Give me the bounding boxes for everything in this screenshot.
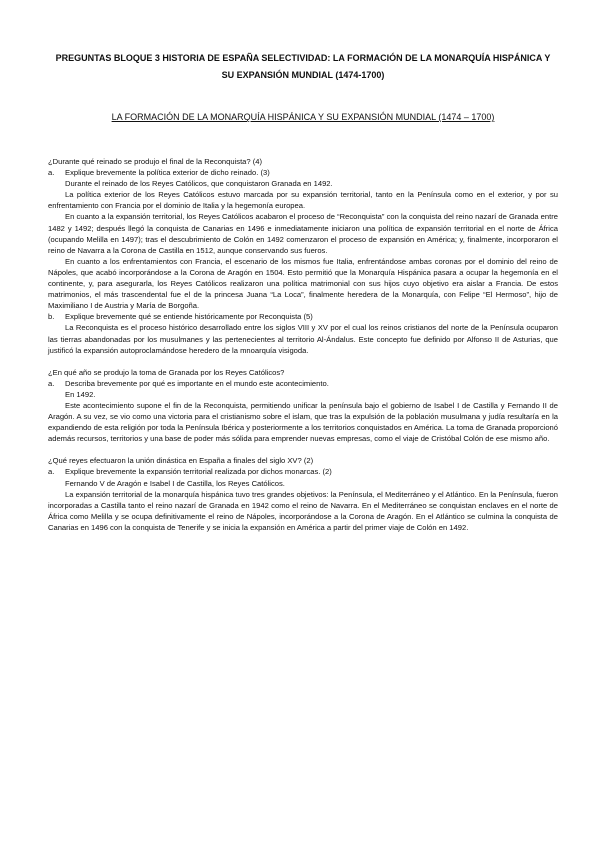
paragraph: Este acontecimiento supone el fin de la Reconquista, permitiendo unificar la península bajo el gobierno de Isabel I de Castilla y Fernando II de Aragón. A su vez, se vio como una victoria para el cristianismo sobre el islam, que tras la expulsión de la población musulmana y judía resultaría en la expandiendo de esta religión por toda la Península Ibérica y posteriormente a los territorios conquistados en América. La toma de Granada proporcionó además recursos, territorios y una base de poder más sólida para emprender nuevas empresas, como el viaje de Cristóbal Colón de ese mismo año.: [48, 400, 558, 444]
document-body: [48, 156, 558, 533]
paragraph: La Reconquista es el proceso histórico desarrollado entre los siglos VIII y XV por el cual los reinos cristianos del norte de la Península ocuparon las tierras abandonadas por los musulmanes y las pertenecientes al territorio Al-Ándalus. Este concepto fue definido por Alfonso II de Asturias, que justificó la expansión autoproclamándose heredero de la mnoarquía visigoda.: [48, 323, 558, 355]
question-1a: [48, 167, 558, 178]
title-line-1: PREGUNTAS BLOQUE 3 HISTORIA DE ESPAÑA SELECTIVIDAD: LA FORMACIÓN DE LA MONARQUÍA HISPÁNICA Y: [55, 53, 551, 63]
answer-3: Fernando V de Aragón e Isabel I de Castilla, los Reyes Católicos.: [65, 478, 285, 488]
paragraph: La política exterior de los Reyes Católicos estuvo marcada por su expansión territorial, tanto en la Península como en el exterior, y por su enfrentamiento con Francia por el dominio de Italia y la hegemonía europea.: [48, 190, 558, 211]
section-heading: LA FORMACIÓN DE LA MONARQUÍA HISPÁNICA Y SU EXPANSIÓN MUNDIAL (1474 – 1700): [111, 112, 495, 122]
item-label: a.: [48, 168, 55, 178]
item-label: a.: [48, 467, 55, 477]
paragraph: La expansión territorial de la monarquía hispánica tuvo tres grandes objetivos: la Península, el Mediterráneo y el Atlántico. En la Península, fueron incorporadas a Castilla tanto el reino nazarí de Granada en 1942 como el reino de Navarra. En el Mediterráneo se conquistan enclaves en el norte de África como Melilla y se ocupa definitivamente el reino de Nápoles, incorporándose a la Corona de Aragón. En el Atlántico se culmina la conquista de Canarias en 1496 con la conquista de Tenerife y se inicia la expansión en América a partir del primer viaje de Colón en 1492.: [48, 489, 558, 532]
question-3: ¿Qué reyes efectuaron la unión dinástica en España a finales del siglo XV? (2): [48, 456, 314, 466]
question-2: ¿En qué año se produjo la toma de Granada por los Reyes Católicos?: [48, 367, 285, 377]
paragraph: En cuanto a los enfrentamientos con Francia, el escenario de los mismos fue Italia, enfrentándose ambas coronas por el dominio del reino de Nápoles, que acabó incorporándose a la Corona de Aragón en 1504. Esto permitió que la Monarquía Hispánica pasara a ocupar la hegemonía en el continente, y, para asegurarla, los Reyes Católicos realizaron una política matrimonial con sus hijos cuyo objetivo era aislar a Francia. De estos matrimonios, el más trascendental fue el de la princesa Juana “La Loca”, finalmente heredera de la Monarquía, con Felipe “El Hermoso”, hijo de Maximiliano I de Austria y María de Borgoña.: [48, 256, 558, 311]
answer-1: Durante el reinado de los Reyes Católicos, que conquistaron Granada en 1492.: [65, 179, 333, 189]
title-line-2: SU EXPANSIÓN MUNDIAL (1474-1700): [221, 70, 385, 80]
question-1: ¿Durante qué reinado se produjo el final de la Reconquista? (4): [48, 157, 263, 166]
item-text: Explique brevemente la política exterior de dicho reinado. (3): [65, 168, 270, 178]
spacer: [48, 356, 558, 367]
item-text: Describa brevemente por qué es importante en el mundo este acontecimiento.: [65, 378, 329, 388]
item-text: Explique brevemente qué se entiende históricamente por Reconquista (5): [65, 312, 313, 322]
item-label: b.: [48, 312, 55, 322]
question-2a: [48, 378, 558, 389]
document-title: [48, 50, 558, 84]
answer-2: En 1492.: [65, 389, 96, 399]
spacer: [48, 444, 558, 455]
item-label: a.: [48, 378, 55, 388]
question-3a: [48, 466, 558, 477]
question-1b: [48, 311, 558, 322]
paragraph: En cuanto a la expansión territorial, los Reyes Católicos acabaron el proceso de “Reconquista” con la conquista del reino nazarí de Granada entre 1482 y 1492; después llegó la conquista de Canarias en 1496 e inmediatamente iniciaron una política de expansión territorial en el norte de África (ocupando Melilla en 1497); tras el descubrimiento de Colón en 1492 comenzaron el proceso de expansión en América; y, finalmente, incorporaron el reino de Navarra a la Corona de Castilla en 1512, aunque conservando sus fueros.: [48, 212, 558, 255]
item-text: Explique brevemente la expansión territorial realizada por dichos monarcas. (2): [65, 467, 332, 477]
